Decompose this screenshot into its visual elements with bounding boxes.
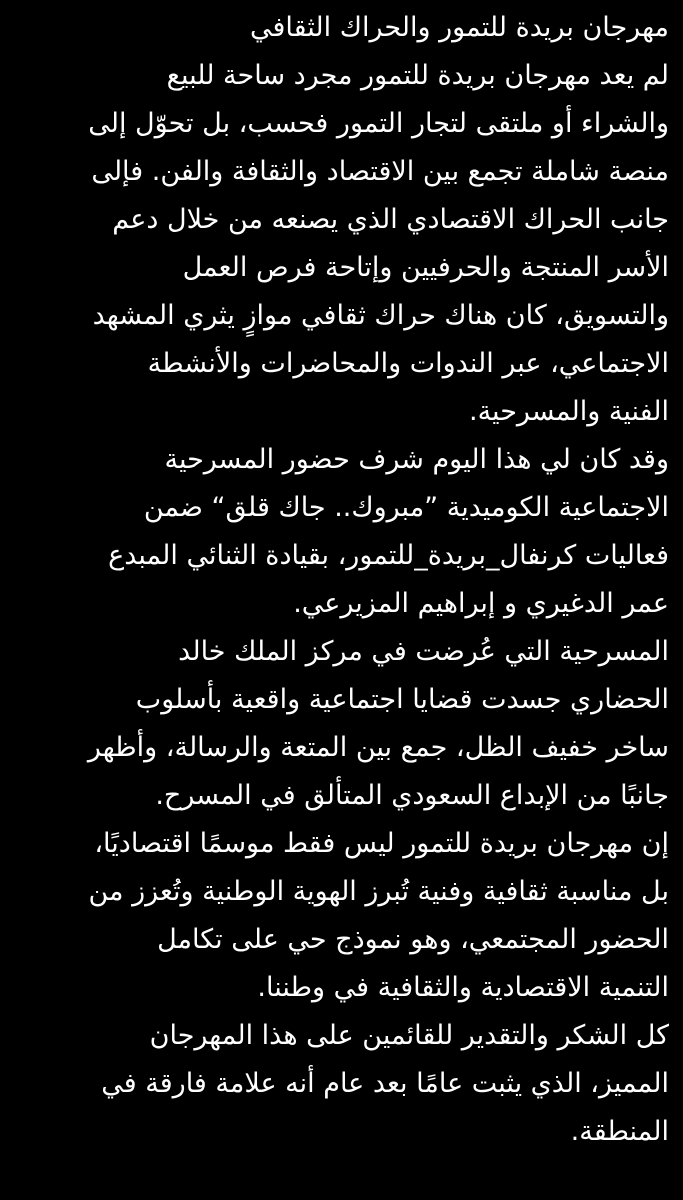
text-line: إن مهرجان بريدة للتمور ليس فقط موسمًا اقتصاديًا،	[94, 828, 669, 859]
text-line: كل الشكر والتقدير للقائمين على هذا المهرجان	[149, 1020, 669, 1051]
text-line: ساخر خفيف الظل، جمع بين المتعة والرسالة، وأظهر	[87, 732, 669, 763]
text-line: المميز، الذي يثبت عامًا بعد عام أنه علامة فارقة في	[101, 1068, 669, 1099]
text-line: فعاليات كرنفال_بريدة_للتمور، بقيادة الثنائي المبدع	[108, 540, 669, 571]
text-line: الاجتماعي، عبر الندوات والمحاضرات والأنشطة	[147, 348, 669, 379]
text-line: مهرجان بريدة للتمور والحراك الثقافي	[249, 12, 669, 43]
text-line: منصة شاملة تجمع بين الاقتصاد والثقافة والفن. فإلى	[91, 156, 669, 187]
text-line: المسرحية التي عُرضت في مركز الملك خالد	[178, 636, 669, 667]
text-line: الاجتماعية الكوميدية ”مبروك.. جاك قلق“ ضمن	[143, 492, 669, 523]
text-line: والشراء أو ملتقى لتجار التمور فحسب، بل تحوّل إلى	[88, 108, 669, 139]
text-line: جانب الحراك الاقتصادي الذي يصنعه من خلال دعم	[112, 204, 669, 235]
text-line: المنطقة.	[570, 1116, 669, 1147]
text-line: عمر الدغيري و إبراهيم المزيرعي.	[293, 588, 669, 619]
text-line: والتسويق، كان هناك حراك ثقافي موازٍ يثري المشهد	[92, 300, 669, 331]
text-line: الفنية والمسرحية.	[469, 396, 669, 427]
text-line: الأسر المنتجة والحرفيين وإتاحة فرص العمل	[182, 252, 669, 283]
text-line: بل مناسبة ثقافية وفنية تُبرز الهوية الوطنية وتُعزز من	[88, 876, 669, 907]
text-line: جانبًا من الإبداع السعودي المتألق في المسرح.	[155, 780, 669, 811]
text-line: لم يعد مهرجان بريدة للتمور مجرد ساحة للبيع	[166, 60, 669, 91]
text-line: الحضور المجتمعي، وهو نموذج حي على تكامل	[157, 924, 669, 955]
text-line: الحضاري جسدت قضايا اجتماعية واقعية بأسلوب	[135, 684, 669, 715]
text-line: وقد كان لي هذا اليوم شرف حضور المسرحية	[164, 444, 669, 475]
text-line: التنمية الاقتصادية والثقافية في وطننا.	[257, 972, 669, 1003]
